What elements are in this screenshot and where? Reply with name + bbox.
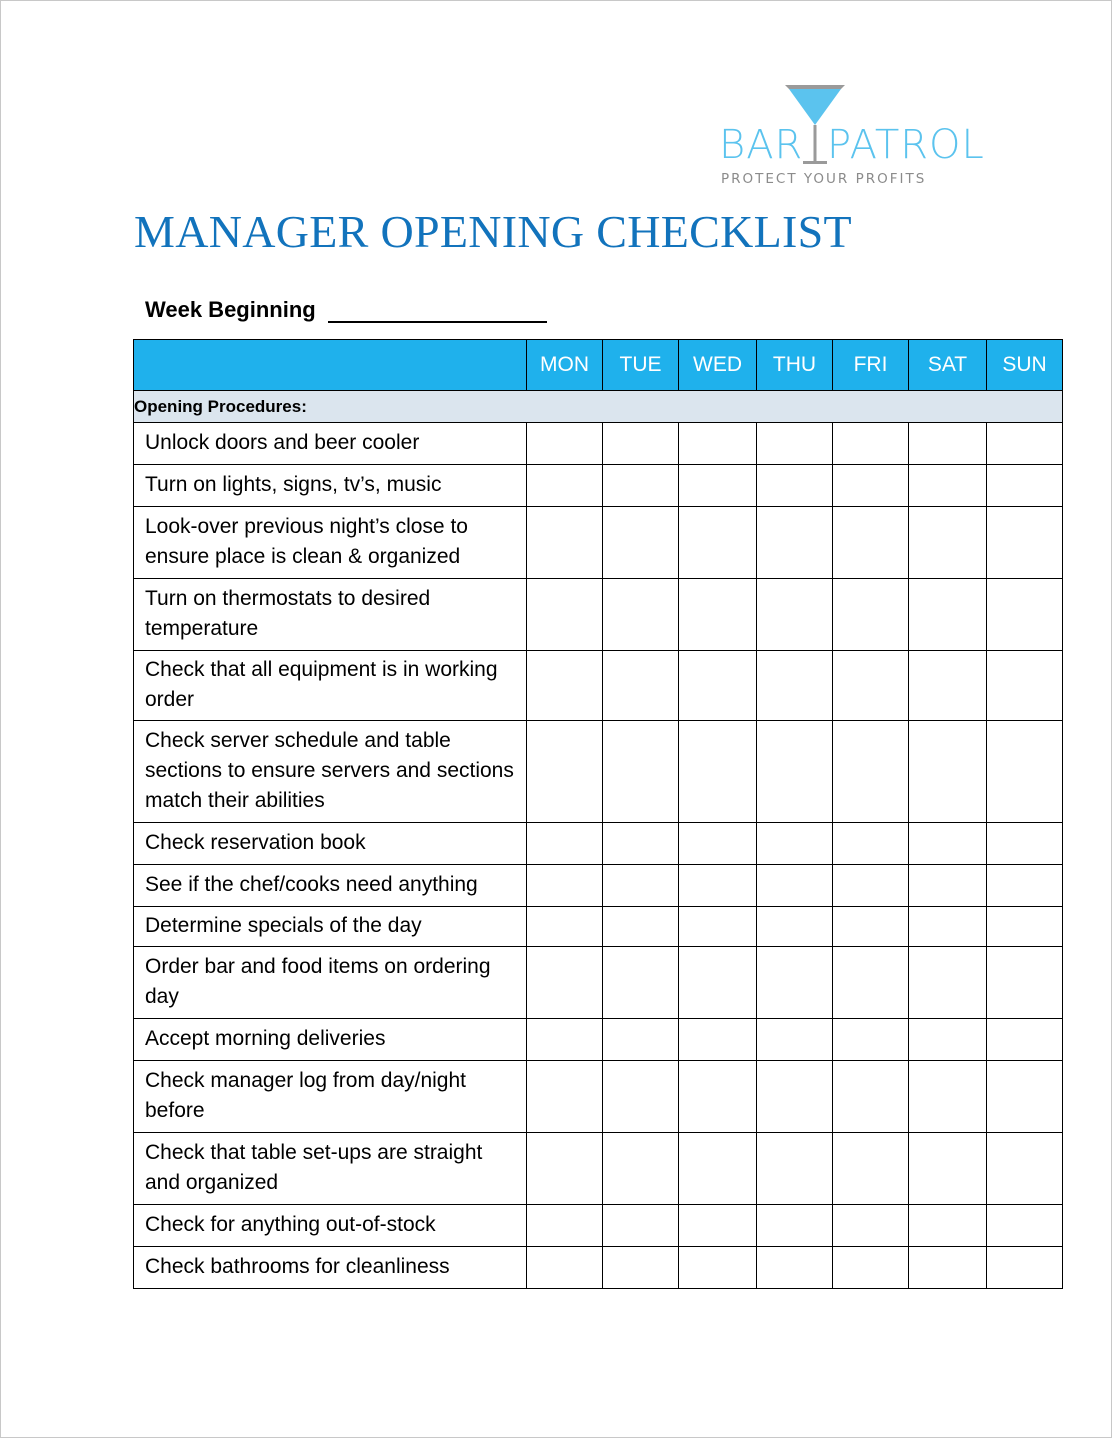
checkbox-cell-fri[interactable] (833, 507, 909, 579)
checkbox-cell-thu[interactable] (757, 1061, 833, 1133)
checkbox-cell-mon[interactable] (527, 465, 603, 507)
checkbox-cell-tue[interactable] (603, 651, 679, 721)
task-label: Turn on lights, signs, tv’s, music (134, 465, 527, 507)
checkbox-cell-tue[interactable] (603, 907, 679, 947)
checkbox-cell-sun[interactable] (987, 651, 1063, 721)
checkbox-cell-wed[interactable] (679, 1061, 757, 1133)
checkbox-cell-thu[interactable] (757, 423, 833, 465)
task-label: Determine specials of the day (134, 907, 527, 947)
header-day-tue: TUE (603, 340, 679, 391)
checkbox-cell-fri[interactable] (833, 947, 909, 1019)
checkbox-cell-thu[interactable] (757, 1205, 833, 1247)
checkbox-cell-sun[interactable] (987, 1133, 1063, 1205)
checkbox-cell-thu[interactable] (757, 579, 833, 651)
checkbox-cell-tue[interactable] (603, 1019, 679, 1061)
checkbox-cell-wed[interactable] (679, 907, 757, 947)
checkbox-cell-sun[interactable] (987, 721, 1063, 823)
table-header-row (134, 340, 1063, 391)
task-label: Check reservation book (134, 823, 527, 865)
checkbox-cell-mon[interactable] (527, 907, 603, 947)
checkbox-cell-sun[interactable] (987, 947, 1063, 1019)
task-label: Check for anything out-of-stock (134, 1205, 527, 1247)
checkbox-cell-wed[interactable] (679, 1133, 757, 1205)
week-beginning-label: Week Beginning (145, 297, 316, 322)
checkbox-cell-fri[interactable] (833, 907, 909, 947)
bar-patrol-logo (715, 85, 985, 191)
task-label: Order bar and food items on ordering day (134, 947, 527, 1019)
checkbox-cell-sun[interactable] (987, 507, 1063, 579)
checkbox-cell-sat[interactable] (909, 823, 987, 865)
table-row (134, 721, 1063, 823)
header-day-sun: SUN (987, 340, 1063, 391)
task-label: Accept morning deliveries (134, 1019, 527, 1061)
checkbox-cell-tue[interactable] (603, 1133, 679, 1205)
checkbox-cell-mon[interactable] (527, 1205, 603, 1247)
checkbox-cell-mon[interactable] (527, 721, 603, 823)
checkbox-cell-tue[interactable] (603, 823, 679, 865)
checkbox-cell-wed[interactable] (679, 579, 757, 651)
logo-word-patrol: PATROL (827, 122, 985, 168)
table-row (134, 423, 1063, 465)
table-row (134, 1133, 1063, 1205)
checkbox-cell-wed[interactable] (679, 465, 757, 507)
checkbox-cell-fri[interactable] (833, 651, 909, 721)
table-row (134, 907, 1063, 947)
checkbox-cell-tue[interactable] (603, 1247, 679, 1289)
checkbox-cell-mon[interactable] (527, 1061, 603, 1133)
header-task-cell (134, 340, 527, 391)
checkbox-cell-tue[interactable] (603, 507, 679, 579)
checkbox-cell-sat[interactable] (909, 1061, 987, 1133)
checkbox-cell-tue[interactable] (603, 579, 679, 651)
table-row (134, 1061, 1063, 1133)
checkbox-cell-fri[interactable] (833, 1019, 909, 1061)
checkbox-cell-mon[interactable] (527, 579, 603, 651)
checkbox-cell-fri[interactable] (833, 721, 909, 823)
page-title: MANAGER OPENING CHECKLIST (134, 206, 852, 257)
task-label: See if the chef/cooks need anything (134, 865, 527, 907)
checkbox-cell-mon[interactable] (527, 507, 603, 579)
checkbox-cell-thu[interactable] (757, 823, 833, 865)
table-row (134, 651, 1063, 721)
checkbox-cell-sat[interactable] (909, 651, 987, 721)
checkbox-cell-mon[interactable] (527, 865, 603, 907)
checkbox-cell-wed[interactable] (679, 423, 757, 465)
checkbox-cell-sat[interactable] (909, 721, 987, 823)
checkbox-cell-thu[interactable] (757, 507, 833, 579)
checkbox-cell-tue[interactable] (603, 1205, 679, 1247)
checkbox-cell-mon[interactable] (527, 947, 603, 1019)
week-beginning-blank-line[interactable] (328, 321, 547, 323)
task-label: Turn on thermostats to desired temperature (134, 579, 527, 651)
table-row (134, 1019, 1063, 1061)
task-label: Check that table set-ups are straight and organized (134, 1133, 527, 1205)
checkbox-cell-mon[interactable] (527, 423, 603, 465)
checkbox-cell-sat[interactable] (909, 579, 987, 651)
header-day-thu: THU (757, 340, 833, 391)
checkbox-cell-wed[interactable] (679, 823, 757, 865)
checkbox-cell-wed[interactable] (679, 507, 757, 579)
task-label: Look-over previous night’s close to ensure place is clean & organized (134, 507, 527, 579)
checkbox-cell-fri[interactable] (833, 823, 909, 865)
task-label: Check manager log from day/night before (134, 1061, 527, 1133)
checkbox-cell-fri[interactable] (833, 423, 909, 465)
checkbox-cell-sat[interactable] (909, 1247, 987, 1289)
checkbox-cell-sun[interactable] (987, 1061, 1063, 1133)
checkbox-cell-thu[interactable] (757, 651, 833, 721)
checkbox-cell-mon[interactable] (527, 1133, 603, 1205)
checkbox-cell-thu[interactable] (757, 865, 833, 907)
checkbox-cell-thu[interactable] (757, 465, 833, 507)
checkbox-cell-wed[interactable] (679, 1247, 757, 1289)
section-label: Opening Procedures: (134, 391, 1063, 423)
checkbox-cell-sun[interactable] (987, 579, 1063, 651)
checkbox-cell-thu[interactable] (757, 947, 833, 1019)
checkbox-cell-wed[interactable] (679, 1205, 757, 1247)
checkbox-cell-sat[interactable] (909, 465, 987, 507)
checkbox-cell-thu[interactable] (757, 1133, 833, 1205)
checkbox-cell-fri[interactable] (833, 579, 909, 651)
checkbox-cell-thu[interactable] (757, 1019, 833, 1061)
checkbox-cell-sat[interactable] (909, 865, 987, 907)
header-day-sat: SAT (909, 340, 987, 391)
checkbox-cell-sat[interactable] (909, 1205, 987, 1247)
table-row (134, 465, 1063, 507)
checkbox-cell-fri[interactable] (833, 1205, 909, 1247)
section-row (134, 391, 1063, 423)
checkbox-cell-tue[interactable] (603, 1061, 679, 1133)
checkbox-cell-tue[interactable] (603, 423, 679, 465)
checkbox-cell-tue[interactable] (603, 865, 679, 907)
checkbox-cell-tue[interactable] (603, 465, 679, 507)
checkbox-cell-tue[interactable] (603, 947, 679, 1019)
header-day-wed: WED (679, 340, 757, 391)
task-label: Check server schedule and table sections to ensure servers and sections match their abilities (134, 721, 527, 823)
table-row (134, 947, 1063, 1019)
checkbox-cell-mon[interactable] (527, 1019, 603, 1061)
table-row (134, 1205, 1063, 1247)
header-day-fri: FRI (833, 340, 909, 391)
checkbox-cell-mon[interactable] (527, 823, 603, 865)
checkbox-cell-sat[interactable] (909, 507, 987, 579)
table-row (134, 579, 1063, 651)
table-row (134, 865, 1063, 907)
checkbox-cell-sun[interactable] (987, 1247, 1063, 1289)
checkbox-cell-tue[interactable] (603, 721, 679, 823)
task-label: Unlock doors and beer cooler (134, 423, 527, 465)
checkbox-cell-mon[interactable] (527, 1247, 603, 1289)
checkbox-cell-wed[interactable] (679, 651, 757, 721)
checkbox-cell-wed[interactable] (679, 865, 757, 907)
checkbox-cell-thu[interactable] (757, 1247, 833, 1289)
checkbox-cell-sun[interactable] (987, 907, 1063, 947)
checkbox-cell-mon[interactable] (527, 651, 603, 721)
header-day-mon: MON (527, 340, 603, 391)
checkbox-cell-sun[interactable] (987, 1205, 1063, 1247)
checkbox-cell-thu[interactable] (757, 721, 833, 823)
checkbox-cell-sat[interactable] (909, 1019, 987, 1061)
checkbox-cell-sun[interactable] (987, 823, 1063, 865)
task-label: Check bathrooms for cleanliness (134, 1247, 527, 1289)
table-row (134, 823, 1063, 865)
checkbox-cell-sat[interactable] (909, 423, 987, 465)
checkbox-cell-sun[interactable] (987, 1019, 1063, 1061)
checkbox-cell-wed[interactable] (679, 721, 757, 823)
table-row (134, 507, 1063, 579)
checkbox-cell-fri[interactable] (833, 1247, 909, 1289)
task-label: Check that all equipment is in working order (134, 651, 527, 721)
checkbox-cell-wed[interactable] (679, 1019, 757, 1061)
checkbox-cell-thu[interactable] (757, 907, 833, 947)
checkbox-cell-fri[interactable] (833, 465, 909, 507)
logo-word-bar: BAR (719, 122, 804, 168)
checkbox-cell-sun[interactable] (987, 465, 1063, 507)
checkbox-cell-fri[interactable] (833, 865, 909, 907)
checkbox-cell-sat[interactable] (909, 907, 987, 947)
checkbox-cell-sat[interactable] (909, 1133, 987, 1205)
logo-tagline: PROTECT YOUR PROFITS (721, 171, 927, 187)
checkbox-cell-sat[interactable] (909, 947, 987, 1019)
checkbox-cell-wed[interactable] (679, 947, 757, 1019)
checklist-table (133, 339, 1063, 1289)
table-row (134, 1247, 1063, 1289)
checkbox-cell-fri[interactable] (833, 1133, 909, 1205)
checkbox-cell-sun[interactable] (987, 865, 1063, 907)
checkbox-cell-sun[interactable] (987, 423, 1063, 465)
checkbox-cell-fri[interactable] (833, 1061, 909, 1133)
